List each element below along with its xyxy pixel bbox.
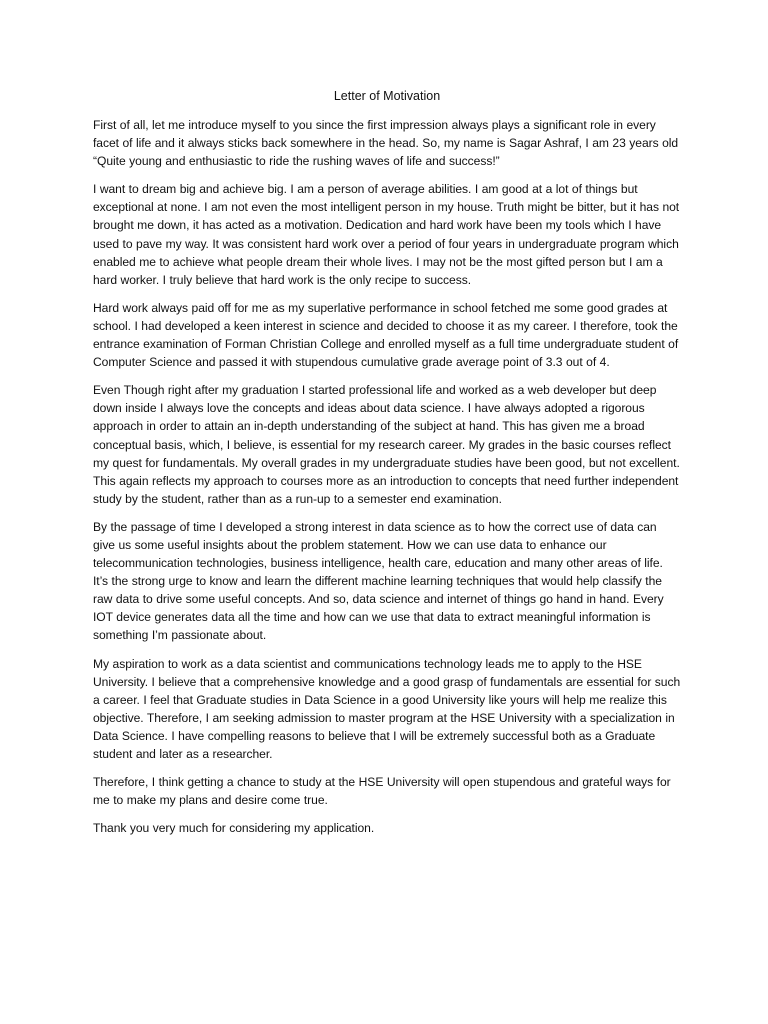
- paragraph-aspiration: My aspiration to work as a data scientist and communications technology leads me to apply to the HSE University. I believe that a comprehensive knowledge and a good grasp of fundamentals are essential for such a career. I feel that Graduate studies in Data Science in a good University like yours will help me realize this objective. Therefore, I am seeking admission to master program at the HSE University with a specialization in Data Science. I have compelling reasons to believe that I will be extremely successful both as a Graduate student and later as a researcher.: [93, 656, 681, 761]
- letter-title: Letter of Motivation: [333, 89, 441, 103]
- paragraph-conclusion: Therefore, I think getting a chance to study at the HSE University will open stupendous and grateful ways for me to make my plans and desire come true.: [93, 775, 671, 808]
- letter-body: [93, 88, 681, 847]
- paragraph-professional-life: Even Though right after my graduation I started professional life and worked as a web developer but deep down inside I always love the concepts and ideas about data science. I have always adopted a rigorous approach in order to attain an in-depth understanding of the subject at hand. This has given me a broad conceptual basis, which, I believe, is essential for my research career. My grades in the basic courses reflect my quest for fundamentals. My overall grades in my undergraduate studies have been good, but not excellent. This again reflects my approach to courses more as an introduction to concepts that need further independent study by the student, rather than as a run-up to a semester end examination.: [93, 383, 680, 506]
- paragraph-dream-big: I want to dream big and achieve big. I am a person of average abilities. I am good at a lot of things but exceptional at none. I am not even the most intelligent person in my house. Truth might be bitter, but it has not brought me down, it has acted as a motivation. Dedication and hard work have been my tools which I have used to pave my way. It was consistent hard work over a period of four years in undergraduate program which enabled me to achieve what people dream their whole lives. I may not be the most gifted person but I am a hard worker. I truly believe that hard work is the only recipe to success.: [93, 182, 680, 287]
- paragraph-introduction: First of all, let me introduce myself to you since the first impression always plays a significant role in every facet of life and it always sticks back somewhere in the head. So, my name is Sagar Ashraf, I am 23 years old “Quite young and enthusiastic to ride the rushing waves of life and success!”: [93, 118, 679, 169]
- paragraph-data-science-interest: By the passage of time I developed a strong interest in data science as to how the correct use of data can give us some useful insights about the problem statement. How we can use data to enhance our telecommunication technologies, business intelligence, health care, education and many other areas of life. It’s the strong urge to know and learn the different machine learning techniques that would help classify the raw data to drive some useful concepts. And so, data science and internet of things go hand in hand. Every IOT device generates data all the time and how can we use that data to extract meaningful information is something I’m passionate about.: [93, 519, 664, 643]
- paragraph-hard-work: Hard work always paid off for me as my superlative performance in school fetched me some good grades at school. I had developed a keen interest in science and decided to choose it as my career. I therefore, took the entrance examination of Forman Christian College and enrolled myself as a full time undergraduate student of Computer Science and passed it with stupendous cumulative grade average point of 3.3 out of 4.: [93, 300, 679, 370]
- paragraph-thanks: Thank you very much for considering my application.: [93, 821, 375, 836]
